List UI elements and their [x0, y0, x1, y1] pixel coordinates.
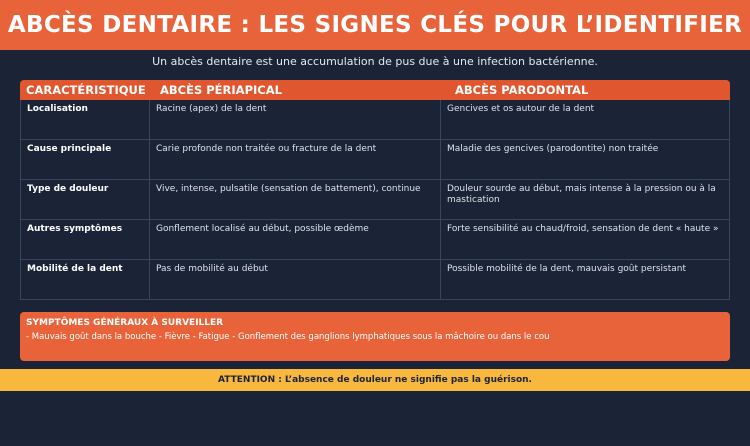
row-label: Localisation — [27, 104, 88, 114]
page-subtitle: Un abcès dentaire est une accumulation de pus due à une infection bactérienne. — [152, 55, 598, 68]
column-header-parodontal: ABCÈS PARODONTAL — [455, 83, 589, 97]
table-row — [20, 220, 730, 260]
table-row — [20, 260, 730, 300]
table-row — [20, 140, 730, 180]
warning-banner — [0, 369, 750, 391]
comparison-table — [20, 80, 730, 300]
general-symptoms-box — [20, 312, 730, 361]
row-label: Type de douleur — [27, 184, 109, 194]
column-header-periapical: ABCÈS PÉRIAPICAL — [160, 83, 282, 97]
cell-periapical: Pas de mobilité au début — [149, 260, 440, 299]
cell-periapical: Vive, intense, pulsatile (sensation de battement), continue — [149, 180, 440, 219]
table-header — [20, 80, 730, 100]
cell-parodontal: Gencives et os autour de la dent — [440, 100, 730, 139]
cell-parodontal: Possible mobilité de la dent, mauvais goût persistant — [440, 260, 730, 299]
cell-parodontal: Douleur sourde au début, mais intense à la pression ou à la mastication — [440, 180, 730, 219]
column-header-characteristic: CARACTÉRISTIQUE — [26, 83, 146, 97]
general-symptoms-text: - Mauvais goût dans la bouche - Fièvre - Fatigue - Gonflement des ganglions lymphatiques sous la mâchoire ou dans le cou — [26, 332, 550, 342]
cell-periapical: Gonflement localisé au début, possible œdème — [149, 220, 440, 259]
table-row — [20, 100, 730, 140]
cell-periapical: Carie profonde non traitée ou fracture de la dent — [149, 140, 440, 179]
cell-periapical: Racine (apex) de la dent — [149, 100, 440, 139]
title-banner — [0, 0, 750, 50]
row-label: Autres symptômes — [27, 224, 123, 234]
row-label: Mobilité de la dent — [27, 264, 123, 274]
table-row — [20, 180, 730, 220]
cell-parodontal: Forte sensibilité au chaud/froid, sensation de dent « haute » — [440, 220, 730, 259]
cell-parodontal: Maladie des gencives (parodontite) non traitée — [440, 140, 730, 179]
page-title: ABCÈS DENTAIRE : LES SIGNES CLÉS POUR L’IDENTIFIER — [7, 12, 743, 38]
general-symptoms-title: SYMPTÔMES GÉNÉRAUX À SURVEILLER — [26, 318, 224, 328]
warning-text: ATTENTION : L’absence de douleur ne signifie pas la guérison. — [218, 375, 532, 385]
row-label: Cause principale — [27, 144, 112, 154]
